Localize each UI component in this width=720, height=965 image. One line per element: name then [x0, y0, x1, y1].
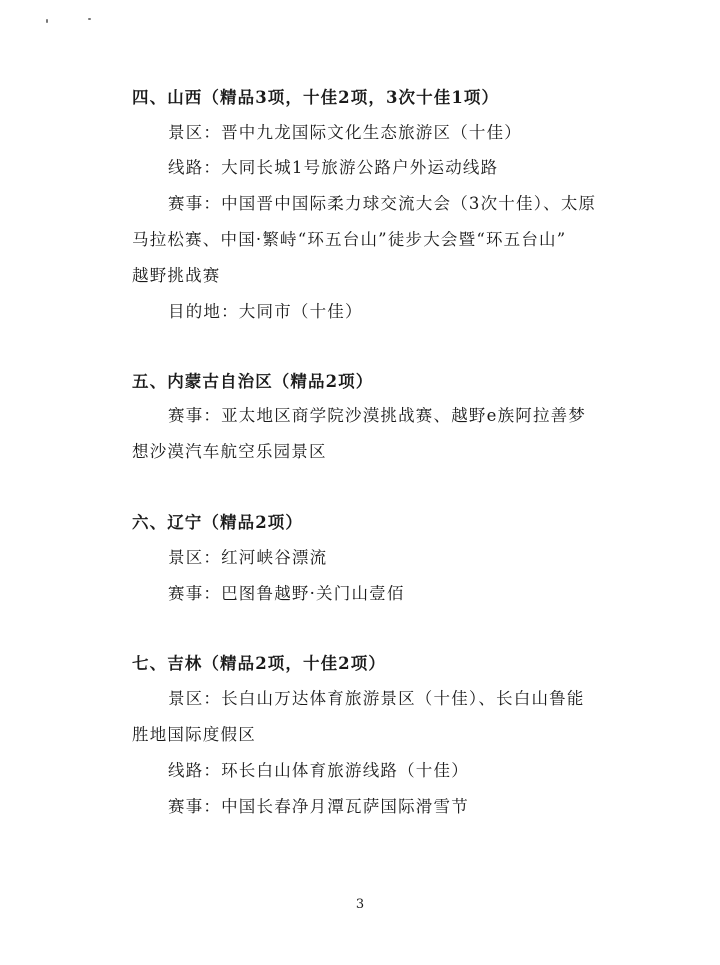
- section-heading-shanxi: 四、山西（精品3项，十佳2项，3次十佳1项）: [132, 88, 500, 107]
- section-heading-jilin: 七、吉林（精品2项，十佳2项）: [132, 654, 386, 673]
- jilin-scenic-continued: 胜地国际度假区: [132, 725, 256, 744]
- shanxi-events-continued: 马拉松赛、中国·繁峙“环五台山”徒步大会暨“环五台山”: [132, 230, 567, 249]
- inner-mongolia-events-continued: 想沙漠汽车航空乐园景区: [132, 442, 327, 461]
- shanxi-scenic-line: 景区：晋中九龙国际文化生态旅游区（十佳）: [168, 123, 522, 142]
- shanxi-destination-line: 目的地：大同市（十佳）: [168, 302, 363, 321]
- liaoning-scenic-line: 景区：红河峡谷漂流: [168, 548, 328, 567]
- section-heading-inner-mongolia: 五、内蒙古自治区（精品2项）: [132, 372, 374, 391]
- jilin-route-line: 线路：环长白山体育旅游线路（十佳）: [168, 761, 469, 780]
- page-number: 3: [355, 897, 365, 912]
- section-heading-liaoning: 六、辽宁（精品2项）: [132, 513, 303, 532]
- liaoning-events-line: 赛事：巴图鲁越野·关门山壹佰: [168, 584, 405, 603]
- shanxi-route-line: 线路：大同长城1号旅游公路户外运动线路: [168, 158, 499, 177]
- inner-mongolia-events-line: 赛事：亚太地区商学院沙漠挑战赛、越野e族阿拉善梦: [168, 406, 587, 425]
- jilin-scenic-line: 景区：长白山万达体育旅游景区（十佳）、长白山鲁能: [168, 689, 585, 708]
- jilin-events-line: 赛事：中国长春净月潭瓦萨国际滑雪节: [168, 797, 469, 816]
- shanxi-events-line: 赛事：中国晋中国际柔力球交流大会（3次十佳）、太原: [168, 194, 597, 213]
- shanxi-events-continued: 越野挑战赛: [132, 266, 221, 285]
